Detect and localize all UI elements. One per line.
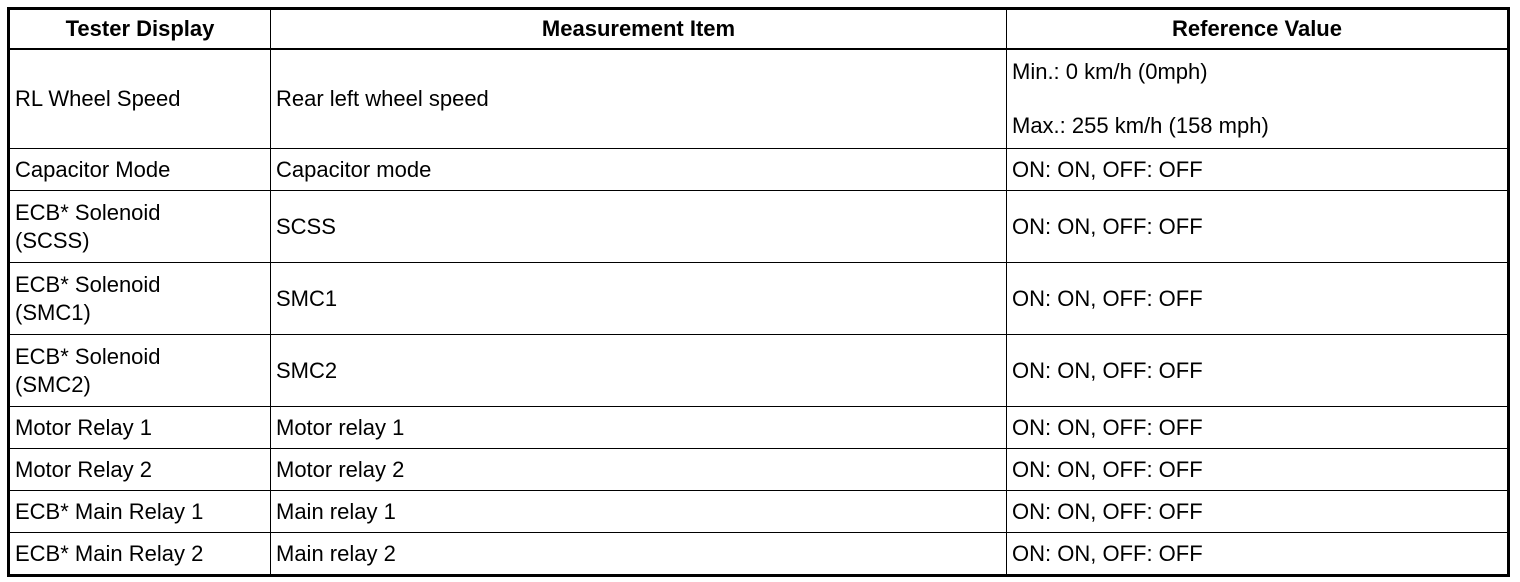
header-reference-value: Reference Value (1007, 9, 1509, 50)
table-row (9, 533, 1509, 576)
reference-value-cell: ON: ON, OFF: OFF (1007, 407, 1509, 449)
measurement-item-cell: SMC2 (271, 335, 1007, 407)
measurement-item-cell: Motor relay 2 (271, 449, 1007, 491)
reference-value-cell: ON: ON, OFF: OFF (1007, 491, 1509, 533)
reference-table (7, 7, 1510, 577)
tester-display-cell (9, 49, 271, 149)
reference-value-cell: ON: ON, OFF: OFF (1007, 449, 1509, 491)
tester-display-cell: Motor Relay 1 (9, 407, 271, 449)
table-header-row (9, 9, 1509, 50)
measurement-item-cell: Rear left wheel speed (271, 49, 1007, 149)
table-row (9, 263, 1509, 335)
tester-display-cell: Motor Relay 2 (9, 449, 271, 491)
table-row (9, 191, 1509, 263)
measurement-item-cell: SMC1 (271, 263, 1007, 335)
reference-value-cell: ON: ON, OFF: OFF (1007, 533, 1509, 576)
measurement-item-cell: Capacitor mode (271, 149, 1007, 191)
tester-display-cell: ECB* Main Relay 2 (9, 533, 271, 576)
tester-display-cell (9, 335, 271, 407)
tester-display-cell (9, 191, 271, 263)
reference-value-cell (1007, 49, 1509, 149)
header-tester-display: Tester Display (9, 9, 271, 50)
reference-value-cell: ON: ON, OFF: OFF (1007, 191, 1509, 263)
reference-value-cell: ON: ON, OFF: OFF (1007, 263, 1509, 335)
tester-display-text: ECB* Solenoid (15, 271, 161, 297)
measurement-item-cell: SCSS (271, 191, 1007, 263)
header-measurement-item: Measurement Item (271, 9, 1007, 50)
measurement-item-cell: Motor relay 1 (271, 407, 1007, 449)
reference-value-line: Min.: 0 km/h (0mph) (1012, 59, 1208, 84)
tester-display-cell (9, 263, 271, 335)
tester-display-text: ECB* Solenoid (15, 199, 161, 225)
table-row (9, 407, 1509, 449)
measurement-item-cell: Main relay 2 (271, 533, 1007, 576)
tester-display-cell: Capacitor Mode (9, 149, 271, 191)
tester-display-text: ECB* Solenoid (15, 343, 161, 369)
tester-display-cell: ECB* Main Relay 1 (9, 491, 271, 533)
tester-display-text: (SMC1) (15, 299, 91, 325)
table-row (9, 49, 1509, 149)
tester-display-text: RL Wheel Speed (15, 86, 181, 111)
reference-value-line: Max.: 255 km/h (158 mph) (1012, 113, 1269, 138)
table-row (9, 491, 1509, 533)
reference-value-cell: ON: ON, OFF: OFF (1007, 149, 1509, 191)
table-row (9, 449, 1509, 491)
tester-display-text: (SMC2) (15, 371, 91, 397)
tester-display-text: (SCSS) (15, 227, 90, 253)
table-row (9, 335, 1509, 407)
measurement-item-cell: Main relay 1 (271, 491, 1007, 533)
reference-value-cell: ON: ON, OFF: OFF (1007, 335, 1509, 407)
table-row (9, 149, 1509, 191)
